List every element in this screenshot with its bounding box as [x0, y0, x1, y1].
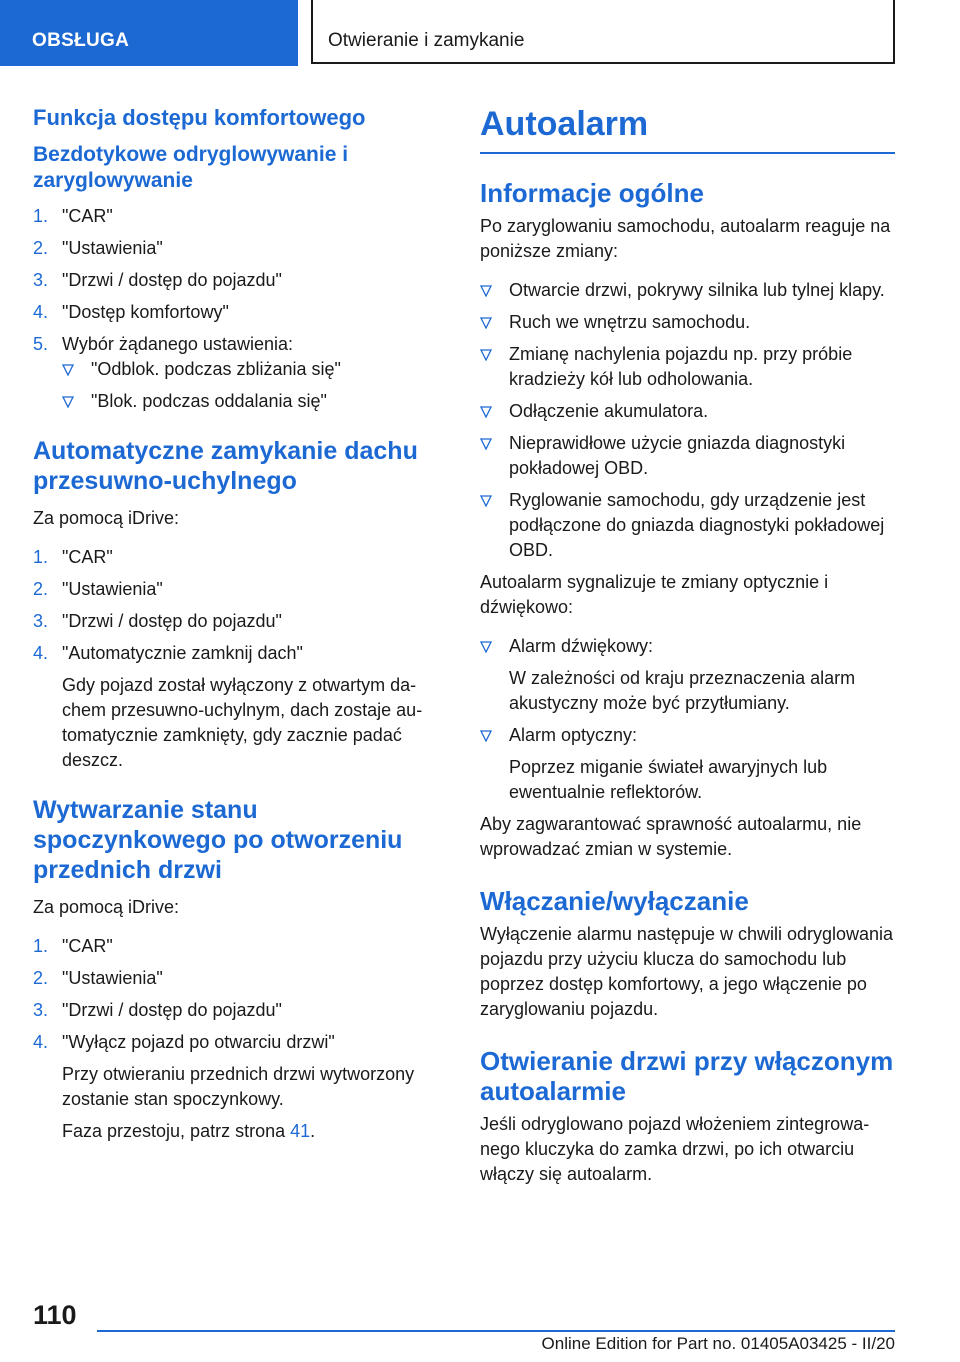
footer-divider [97, 1330, 895, 1332]
triangle-bullet-icon [62, 396, 74, 408]
on-off-text: Wyłączenie alarmu następuje w chwili odryglowania pojazdu przy użyciu klucza do samochodu lub poprzez dostęp komfortowy, a jego włączenie po zaryglowaniu pojazdu. [480, 924, 894, 1019]
list-item: 3. "Drzwi / dostęp do pojazdu" [33, 1000, 282, 1020]
standby-intro: Za pomocą iDrive: [33, 897, 180, 917]
doors-alarm-text: Jeśli odryglowano pojazd włożeniem zintegrowanego kluczyka do zamka drzwi, po ich otwarciu włączy się autoalarm. [480, 1114, 870, 1184]
list-item: 1. "CAR" [33, 936, 113, 956]
page-number: 110 [33, 1300, 77, 1330]
triangle-bullet-icon [480, 730, 492, 742]
list-item: 4. "Dostęp komfortowy" [33, 302, 229, 322]
sunroof-intro: Za pomocą iDrive: [33, 508, 180, 528]
standby-note: Przy otwieraniu przednich drzwi wytworzony zostanie stan spoczynkowy. [62, 1064, 415, 1109]
list-item: 1. "CAR" [33, 547, 113, 567]
keyless-steps [33, 204, 443, 414]
warning-text: Aby zagwarantować sprawność autoalarmu, nie wprowadzać zmian w systemie. [480, 814, 862, 859]
list-item: Zmianę nachylenia pojazdu np. przy próbie kradzieży kół lub odholowania. [480, 342, 895, 392]
list-item: 1. "CAR" [33, 206, 113, 226]
list-item: Otwarcie drzwi, pokrywy silnika lub tylnej klapy. [480, 278, 895, 303]
heading-on-off: Włączanie/wyłączanie [480, 886, 749, 916]
list-item: "Blok. podczas oddalania się" [62, 389, 443, 414]
list-item: Odłączenie akumulatora. [480, 399, 895, 424]
triangle-bullet-icon [62, 364, 74, 376]
triangle-bullet-icon [480, 438, 492, 450]
triangle-bullet-icon [480, 317, 492, 329]
sunroof-steps [33, 545, 443, 773]
list-item: 3. "Drzwi / dostęp do pojazdu" [33, 270, 282, 290]
list-item: Alarm dźwiękowy: W zależności od kraju przeznaczenia alarm akustyczny może być przytłumiany. [480, 634, 895, 716]
alarm-triggers-list [480, 278, 895, 563]
sunroof-note: Gdy pojazd został wyłączony z otwartym dachem przesuwno-uchylnym, dach zostaje automatycznie zamknięty, gdy zacznie padać deszcz. [62, 675, 423, 770]
list-item: Ruch we wnętrzu samochodu. [480, 310, 895, 335]
triangle-bullet-icon [480, 349, 492, 361]
list-item: 2. "Ustawienia" [33, 579, 163, 599]
list-item: 4. "Automatycznie zamknij dach" Gdy pojazd został wyłączony z otwartym dachem przesuwno-uchylnym, dach zostaje automatycznie zamknięty, gdy zacznie padać deszcz. [33, 641, 443, 773]
triangle-bullet-icon [480, 285, 492, 297]
right-column [480, 100, 895, 1195]
list-item: 4. "Wyłącz pojazd po otwarciu drzwi" Przy otwieraniu przednich drzwi wytworzony zostanie stan spoczynkowy. Faza przestoju, patrz strona 41. [33, 1030, 443, 1144]
heading-comfort-access: Funkcja dostępu komfortowego [33, 105, 366, 130]
general-intro: Po zaryglowaniu samochodu, autoalarm reaguje na poniższe zmiany: [480, 216, 891, 261]
keyless-options [62, 357, 443, 414]
standby-reference: Faza przestoju, patrz strona 41. [62, 1121, 316, 1141]
standby-steps [33, 934, 443, 1144]
page-header [0, 0, 960, 66]
list-item: Alarm optyczny: Poprzez miganie świateł awaryjnych lub ewentualnie reflektorów. [480, 723, 895, 805]
list-item: Ryglowanie samochodu, gdy urządzenie jest podłączone do gniazda diagnostyki pokładowej OBD. [480, 488, 895, 563]
signal-intro: Autoalarm sygnalizuje te zmiany optycznie i dźwiękowo: [480, 572, 829, 617]
triangle-bullet-icon [480, 406, 492, 418]
heading-general-info: Informacje ogólne [480, 178, 704, 208]
heading-standby: Wytwarzanie stanu spoczynkowego po otworzeniu przednich drzwi [33, 796, 403, 884]
page-title: Autoalarm [480, 100, 895, 154]
list-item: Nieprawidłowe użycie gniazda diagnostyki pokładowej OBD. [480, 431, 895, 481]
alarm-signals-list [480, 634, 895, 805]
triangle-bullet-icon [480, 495, 492, 507]
edition-info: Online Edition for Part no. 01405A03425 - II/20 [541, 1334, 895, 1353]
list-item: 2. "Ustawienia" [33, 238, 163, 258]
heading-auto-sunroof: Automatyczne zamykanie dachu przesuwno-uchylnego [33, 437, 418, 495]
list-item: 3. "Drzwi / dostęp do pojazdu" [33, 611, 282, 631]
chapter-title: Otwieranie i zamykanie [311, 0, 895, 64]
triangle-bullet-icon [480, 641, 492, 653]
list-item: 5. Wybór żądanego ustawienia: "Odblok. podczas zbliżania się" "Blok. podczas oddalania się" [33, 332, 443, 414]
list-item: 2. "Ustawienia" [33, 968, 163, 988]
heading-doors-alarm: Otwieranie drzwi przy włączonym autoalarmie [480, 1046, 894, 1106]
heading-keyless: Bezdotykowe odryglowywanie i zaryglowywanie [33, 143, 349, 192]
left-column [33, 100, 443, 1151]
page-link[interactable]: 41 [290, 1121, 311, 1141]
list-item: "Odblok. podczas zbliżania się" [62, 357, 443, 382]
section-tab: OBSŁUGA [0, 0, 298, 66]
